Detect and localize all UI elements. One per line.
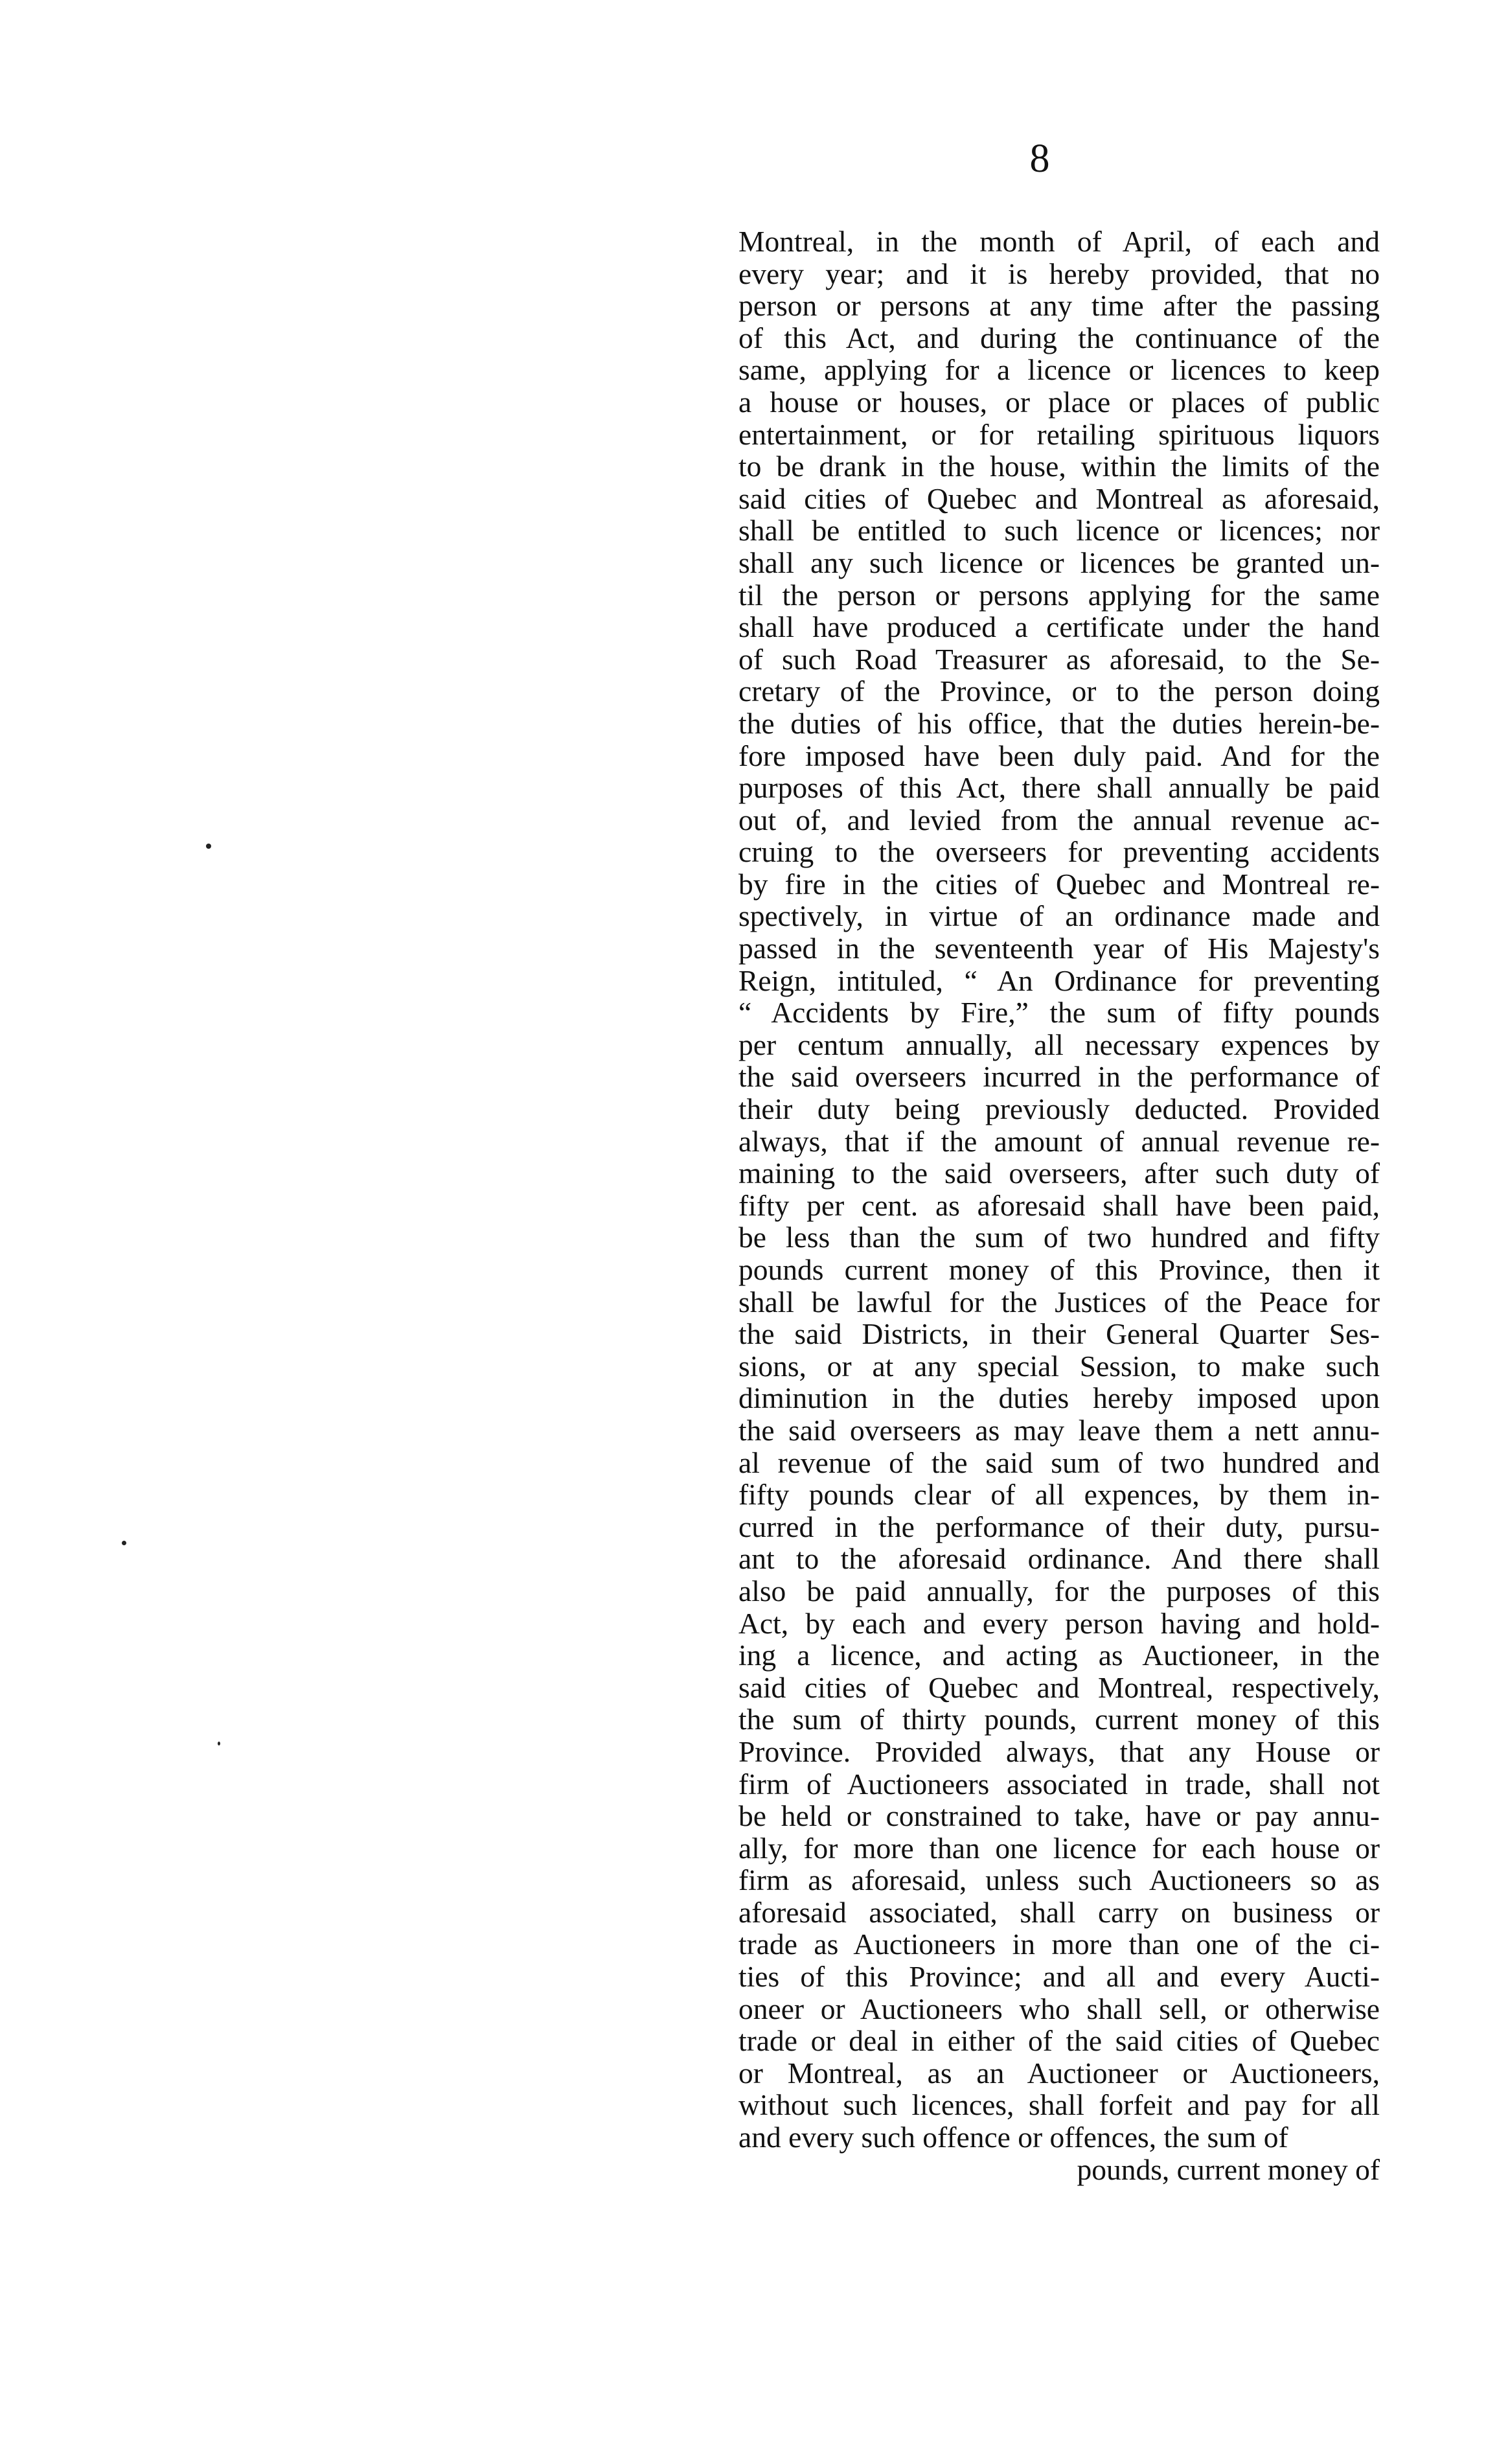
text-line: Montreal, in the month of April, of each and [738,225,1380,258]
text-line: their duty being previously deducted. Provided [738,1092,1380,1126]
text-line: sions, or at any special Session, to make such [738,1349,1380,1383]
text-line: said cities of Quebec and Montreal as aforesaid, [738,481,1380,515]
text-line: fifty pounds clear of all expences, by them in- [738,1478,1380,1512]
text-line: Province. Provided always, that any House or [738,1734,1380,1768]
text-line: til the person or persons applying for the same [738,578,1380,612]
text-line: “ Accidents by Fire,” the sum of fifty pounds [738,996,1380,1030]
text-line: be held or constrained to take, have or pay annu- [738,1799,1380,1833]
text-line: the sum of thirty pounds, current money of this [738,1703,1380,1736]
text-line: purposes of this Act, there shall annually be paid [738,771,1380,805]
text-line: shall any such licence or licences be granted un- [738,546,1380,579]
text-line: maining to the said overseers, after such duty of [738,1157,1380,1190]
text-line: curred in the performance of their duty, pursu- [738,1510,1380,1543]
text-line: always, that if the amount of annual revenue re- [738,1124,1380,1158]
text-line: the said overseers as may leave them a nett annu- [738,1413,1380,1447]
text-line: by fire in the cities of Quebec and Montreal re- [738,867,1380,901]
body-text [738,225,1380,2185]
text-line: Act, by each and every person having and hold- [738,1606,1380,1640]
text-line: shall be lawful for the Justices of the Peace for [738,1285,1380,1318]
text-line: passed in the seventeenth year of His Majesty's [738,932,1380,965]
text-line: out of, and levied from the annual revenue ac- [738,803,1380,836]
text-line: the said Districts, in their General Quarter Ses- [738,1317,1380,1351]
text-line: fifty per cent. as aforesaid shall have been paid, [738,1188,1380,1222]
page-number: 8 [1029,137,1050,181]
text-line: ties of this Province; and all and every Aucti- [738,1960,1380,1994]
text-line: every year; and it is hereby provided, that no [738,257,1380,290]
text-line: be less than the sum of two hundred and fifty [738,1221,1380,1254]
text-line: ant to the aforesaid ordinance. And there shall [738,1542,1380,1576]
text-line: Reign, intituled, “ An Ordinance for preventing [738,963,1380,997]
paper-speck [218,1742,220,1745]
paper-speck [206,844,211,849]
text-line: and every such offence or offences, the sum of [738,2121,1288,2154]
text-line: aforesaid associated, shall carry on business or [738,1895,1380,1929]
paper-speck [122,1541,126,1545]
text-line: the said overseers incurred in the performance of [738,1060,1380,1094]
text-line: ing a licence, and acting as Auctioneer, in the [738,1639,1380,1672]
text-line: firm of Auctioneers associated in trade, shall not [738,1767,1380,1801]
text-line: or Montreal, as an Auctioneer or Auctioneers, [738,2056,1380,2090]
text-line: shall be entitled to such licence or licences; nor [738,514,1380,547]
text-line: oneer or Auctioneers who shall sell, or otherwise [738,1992,1380,2025]
text-line: pounds current money of this Province, then it [738,1253,1380,1286]
text-line: cretary of the Province, or to the person doing [738,674,1380,708]
text-line: of such Road Treasurer as aforesaid, to the Se- [738,642,1380,676]
text-line: of this Act, and during the continuance of the [738,321,1380,354]
text-line: al revenue of the said sum of two hundred and [738,1445,1380,1479]
text-line: said cities of Quebec and Montreal, respectively, [738,1670,1380,1704]
text-line: diminution in the duties hereby imposed upon [738,1381,1380,1415]
text-line: to be drank in the house, within the limits of the [738,450,1380,483]
text-line: same, applying for a licence or licences to keep [738,353,1380,387]
text-line: spectively, in virtue of an ordinance made and [738,899,1380,933]
text-line: shall have produced a certificate under the hand [738,610,1380,644]
text-line: firm as aforesaid, unless such Auctioneers so as [738,1863,1380,1897]
final-text-line: pounds, current money of [1077,2152,1380,2186]
text-line: without such licences, shall forfeit and pay for all [738,2088,1380,2122]
text-line: entertainment, or for retailing spirituous liquors [738,417,1380,451]
text-line: ally, for more than one licence for each house or [738,1831,1380,1865]
text-line: per centum annually, all necessary expences by [738,1028,1380,1061]
text-line: trade or deal in either of the said cities of Quebec [738,2024,1380,2058]
text-line: cruing to the overseers for preventing accidents [738,835,1380,869]
text-line: trade as Auctioneers in more than one of the ci- [738,1928,1380,1961]
text-line: fore imposed have been duly paid. And for the [738,739,1380,772]
text-line: person or persons at any time after the passing [738,289,1380,323]
text-line: a house or houses, or place or places of public [738,385,1380,419]
text-line: also be paid annually, for the purposes of this [738,1574,1380,1607]
text-line: the duties of his office, that the duties herein-be- [738,706,1380,740]
